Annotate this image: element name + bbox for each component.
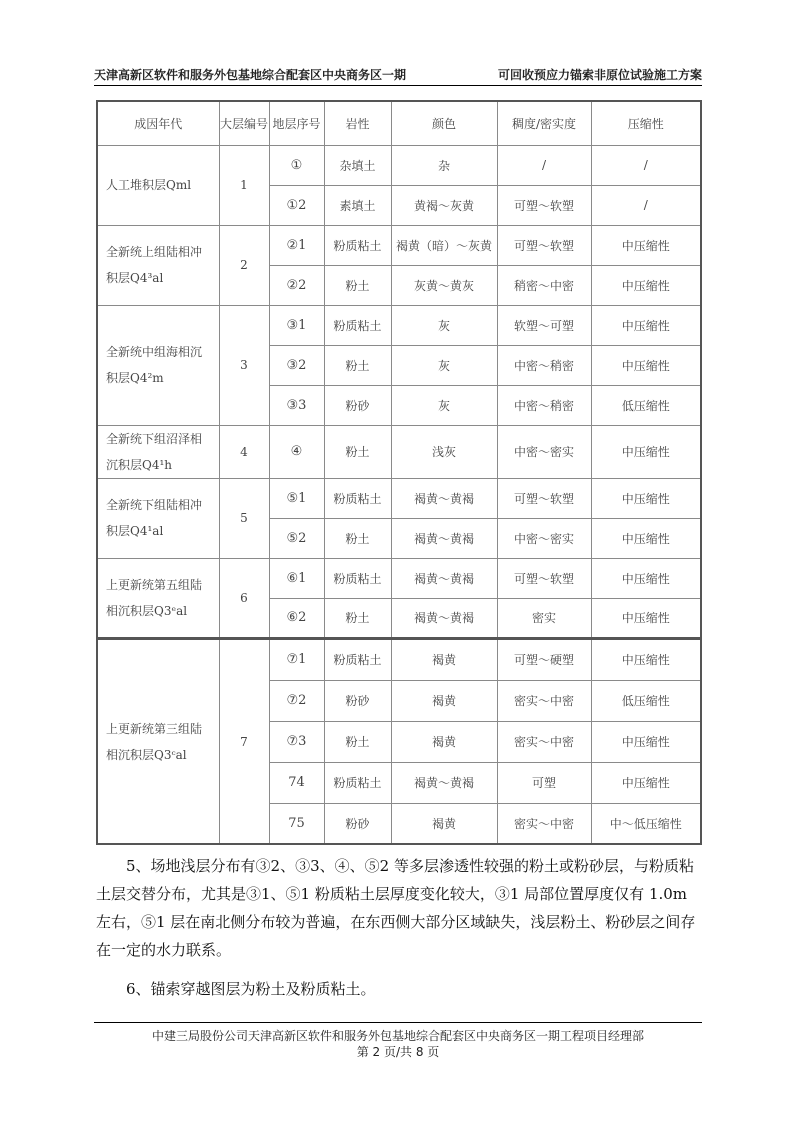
header-left-title: 天津高新区软件和服务外包基地综合配套区中央商务区一期	[94, 68, 407, 82]
compressibility-cell: 中压缩性	[591, 558, 701, 598]
lithology-cell: 粉土	[324, 518, 391, 558]
density-cell: 可塑～软塑	[497, 225, 591, 265]
compressibility-cell: 中压缩性	[591, 762, 701, 803]
layer-seq-cell: ②2	[269, 265, 324, 305]
header-right-title: 可回收预应力锚索非原位试验施工方案	[497, 68, 702, 82]
era-cell: 全新统下组陆相冲积层Q4¹al	[97, 478, 219, 558]
color-cell: 褐黄	[391, 680, 497, 721]
density-cell: 可塑	[497, 762, 591, 803]
col-header-density: 稠度/密实度	[497, 101, 591, 145]
footer-divider	[94, 1022, 702, 1023]
major-layer-cell: 7	[219, 639, 269, 844]
table-row	[97, 305, 701, 345]
density-cell: 可塑～软塑	[497, 478, 591, 518]
table-row	[97, 145, 701, 185]
lithology-cell: 粉质粘土	[324, 305, 391, 345]
major-layer-cell: 1	[219, 145, 269, 225]
compressibility-cell: 中压缩性	[591, 639, 701, 680]
layer-seq-cell: ③3	[269, 385, 324, 425]
density-cell: /	[497, 145, 591, 185]
era-cell: 全新统下组沼泽相沉积层Q4¹h	[97, 425, 219, 478]
density-cell: 可塑～硬塑	[497, 639, 591, 680]
major-layer-cell: 6	[219, 558, 269, 638]
density-cell: 密实	[497, 598, 591, 638]
compressibility-cell: /	[591, 185, 701, 225]
table-header-row	[97, 101, 701, 145]
lithology-cell: 粉砂	[324, 680, 391, 721]
page-header	[94, 66, 702, 84]
col-header-layer-seq: 地层序号	[269, 101, 324, 145]
compressibility-cell: 中压缩性	[591, 518, 701, 558]
lithology-cell: 粉砂	[324, 385, 391, 425]
lithology-cell: 粉质粘土	[324, 762, 391, 803]
density-cell: 密实～中密	[497, 803, 591, 844]
layer-seq-cell: ⑥2	[269, 598, 324, 638]
layer-seq-cell: ①	[269, 145, 324, 185]
layer-seq-cell: ③1	[269, 305, 324, 345]
lithology-cell: 粉土	[324, 425, 391, 478]
layer-seq-cell: ⑤1	[269, 478, 324, 518]
density-cell: 可塑～软塑	[497, 558, 591, 598]
soil-table-part2	[96, 638, 702, 845]
major-layer-cell: 2	[219, 225, 269, 305]
color-cell: 褐黄～黄褐	[391, 558, 497, 598]
color-cell: 褐黄	[391, 803, 497, 844]
col-header-era: 成因年代	[97, 101, 219, 145]
layer-seq-cell: ④	[269, 425, 324, 478]
color-cell: 灰黄～黄灰	[391, 265, 497, 305]
layer-seq-cell: ⑦1	[269, 639, 324, 680]
density-cell: 密实～中密	[497, 680, 591, 721]
table-row	[97, 558, 701, 598]
color-cell: 灰	[391, 345, 497, 385]
era-cell: 上更新统第五组陆相沉积层Q3ᵉal	[97, 558, 219, 638]
layer-seq-cell: ③2	[269, 345, 324, 385]
compressibility-cell: 低压缩性	[591, 680, 701, 721]
density-cell: 中密～密实	[497, 425, 591, 478]
density-cell: 软塑～可塑	[497, 305, 591, 345]
color-cell: 褐黄～黄褐	[391, 518, 497, 558]
color-cell: 褐黄～黄褐	[391, 478, 497, 518]
lithology-cell: 粉土	[324, 345, 391, 385]
footer-organization: 中建三局股份公司天津高新区软件和服务外包基地综合配套区中央商务区一期工程项目经理部	[151, 1029, 644, 1043]
era-cell: 人工堆积层Qml	[97, 145, 219, 225]
compressibility-cell: 中～低压缩性	[591, 803, 701, 844]
color-cell: 褐黄	[391, 639, 497, 680]
color-cell: 灰	[391, 385, 497, 425]
era-cell: 全新统中组海相沉积层Q4²m	[97, 305, 219, 425]
lithology-cell: 粉土	[324, 721, 391, 762]
layer-seq-cell: 74	[269, 762, 324, 803]
compressibility-cell: 中压缩性	[591, 598, 701, 638]
compressibility-cell: 中压缩性	[591, 265, 701, 305]
color-cell: 黄褐～灰黄	[391, 185, 497, 225]
compressibility-cell: /	[591, 145, 701, 185]
layer-seq-cell: ①2	[269, 185, 324, 225]
color-cell: 褐黄（暗）～灰黄	[391, 225, 497, 265]
layer-seq-cell: ⑤2	[269, 518, 324, 558]
col-header-compressibility: 压缩性	[591, 101, 701, 145]
color-cell: 褐黄～黄褐	[391, 762, 497, 803]
lithology-cell: 粉土	[324, 265, 391, 305]
compressibility-cell: 中压缩性	[591, 225, 701, 265]
compressibility-cell: 中压缩性	[591, 478, 701, 518]
layer-seq-cell: ⑥1	[269, 558, 324, 598]
lithology-cell: 粉质粘土	[324, 639, 391, 680]
color-cell: 杂	[391, 145, 497, 185]
layer-seq-cell: ②1	[269, 225, 324, 265]
table-row	[97, 425, 701, 478]
soil-table-part1	[96, 100, 702, 639]
col-header-lithology: 岩性	[324, 101, 391, 145]
compressibility-cell: 中压缩性	[591, 425, 701, 478]
layer-seq-cell: ⑦3	[269, 721, 324, 762]
era-cell: 全新统上组陆相冲积层Q4³al	[97, 225, 219, 305]
lithology-cell: 粉质粘土	[324, 558, 391, 598]
compressibility-cell: 中压缩性	[591, 721, 701, 762]
lithology-cell: 粉土	[324, 598, 391, 638]
density-cell: 中密～密实	[497, 518, 591, 558]
major-layer-cell: 3	[219, 305, 269, 425]
table-row	[97, 639, 701, 680]
compressibility-cell: 中压缩性	[591, 345, 701, 385]
density-cell: 稍密～中密	[497, 265, 591, 305]
table-row	[97, 225, 701, 265]
col-header-color: 颜色	[391, 101, 497, 145]
lithology-cell: 粉质粘土	[324, 225, 391, 265]
color-cell: 褐黄	[391, 721, 497, 762]
color-cell: 褐黄～黄褐	[391, 598, 497, 638]
density-cell: 中密～稍密	[497, 345, 591, 385]
lithology-cell: 粉质粘土	[324, 478, 391, 518]
layer-seq-cell: 75	[269, 803, 324, 844]
lithology-cell: 粉砂	[324, 803, 391, 844]
layer-seq-cell: ⑦2	[269, 680, 324, 721]
paragraph-5: 5、场地浅层分布有③2、③3、④、⑤2 等多层渗透性较强的粉土或粉砂层，与粉质粘土层交替分布，尤其是③1、⑤1 粉质粘土层厚度变化较大，③1 局部位置厚度仅有 1.0m 左右，⑤1 层在南北侧分布较为普遍，在东西侧大部分区域缺失，浅层粉土、粉砂层之间存在一定的水力联系。	[96, 857, 696, 959]
header-divider	[94, 85, 702, 86]
lithology-cell: 杂填土	[324, 145, 391, 185]
density-cell: 密实～中密	[497, 721, 591, 762]
color-cell: 灰	[391, 305, 497, 345]
lithology-cell: 素填土	[324, 185, 391, 225]
table-row	[97, 478, 701, 518]
major-layer-cell: 4	[219, 425, 269, 478]
era-cell: 上更新统第三组陆相沉积层Q3ᶜal	[97, 639, 219, 844]
footer-page-number: 第 2 页/共 8 页	[356, 1045, 440, 1059]
col-header-major-layer: 大层编号	[219, 101, 269, 145]
color-cell: 浅灰	[391, 425, 497, 478]
major-layer-cell: 5	[219, 478, 269, 558]
paragraph-6: 6、锚索穿越图层为粉土及粉质粘土。	[126, 980, 376, 998]
compressibility-cell: 低压缩性	[591, 385, 701, 425]
density-cell: 可塑～软塑	[497, 185, 591, 225]
compressibility-cell: 中压缩性	[591, 305, 701, 345]
density-cell: 中密～稍密	[497, 385, 591, 425]
